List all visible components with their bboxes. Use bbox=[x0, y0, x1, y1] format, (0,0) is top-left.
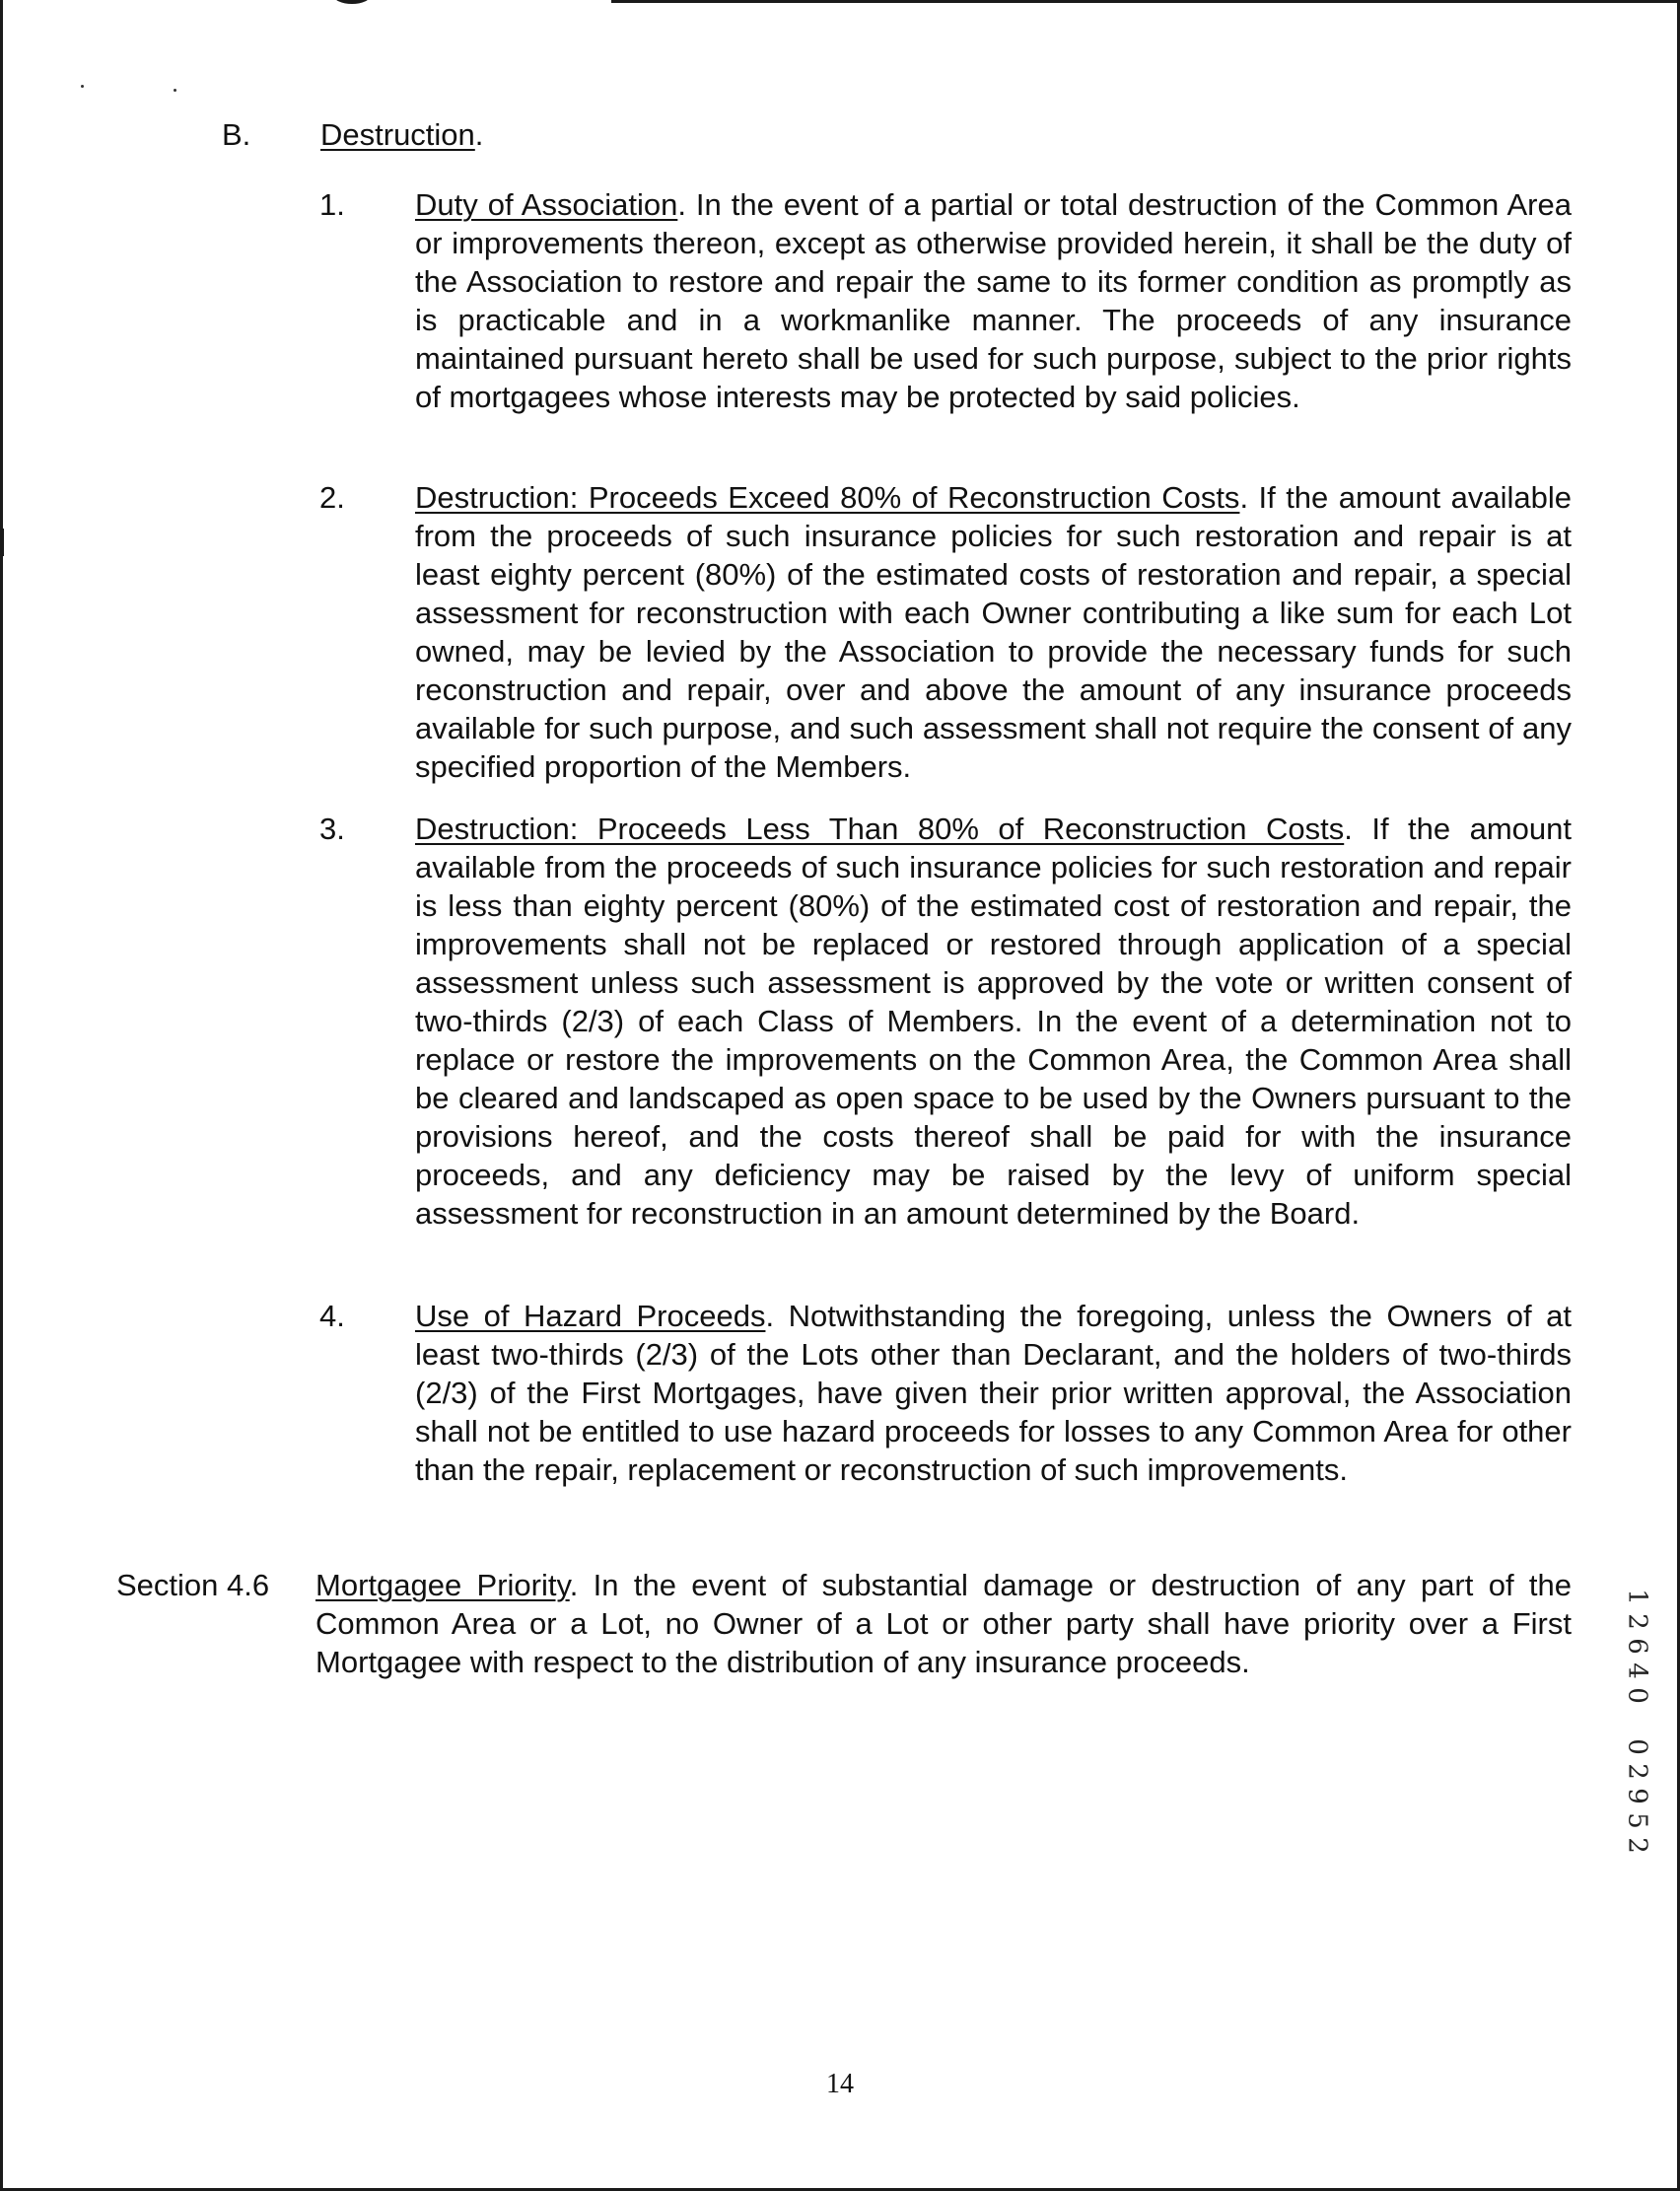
item-text: . If the amount available from the proceeds of such insurance policies for such restoration and repair is less than eighty percent (80%) of the estimated cost of restoration and repair, the improvements shall not be replaced or restored through application of a special assessment unless such assessment is approved by the vote or written consent of two-thirds (2/3) of each Class of Members. In the event of a determination not to replace or restore the improvements on the Common Area, the Common Area shall be cleared and landscaped as open space to be used by the Owners pursuant to the provisions hereof, and the costs thereof shall be paid for with the insurance proceeds, and any deficiency may be raised by the levy of uniform special assessment for reconstruction in an amount determined by the Board. bbox=[415, 812, 1573, 1231]
stamp-digit: 2 bbox=[1622, 1837, 1652, 1854]
item-title: Use of Hazard Proceeds bbox=[415, 1299, 766, 1333]
stamp-digit: 9 bbox=[1622, 1788, 1652, 1804]
section-b-title-period: . bbox=[474, 117, 484, 152]
section-b-title: Destruction bbox=[320, 117, 475, 152]
item-number: 3. bbox=[319, 812, 345, 846]
list-item-4 bbox=[319, 1297, 1572, 1489]
item-title: Destruction: Proceeds Exceed 80% of Reconstruction Costs bbox=[415, 480, 1240, 515]
stamp-digit: 4 bbox=[1622, 1662, 1652, 1679]
stamp-digit: 0 bbox=[1622, 1738, 1652, 1755]
stamp-digit: 6 bbox=[1622, 1638, 1652, 1655]
item-body bbox=[415, 478, 1572, 786]
item-text: . In the event of a partial or total destruction of the Common Area or improvements thereon, except as otherwise provided herein, it shall be the duty of the Association to restore and repair the same to its former condition as promptly as is practicable and in a workmanlike manner. The proceeds of any insurance maintained pursuant hereto shall be used for such purpose, subject to the prior rights of mortgagees whose interests may be protected by said policies. bbox=[415, 187, 1572, 414]
section-body bbox=[315, 1566, 1572, 1681]
stamp-digit: 0 bbox=[1622, 1687, 1652, 1704]
item-text: . If the amount available from the proceeds of such insurance policies for such restoration and repair is at least eighty percent (80%) of the estimated costs of restoration and repair, a special assessment for reconstruction with each Owner contributing a like sum for each Lot owned, may be levied by the Association to provide the necessary funds for such reconstruction and repair, over and above the amount of any insurance proceeds available for such purpose, and such assessment shall not require the consent of any specified proportion of the Members. bbox=[415, 480, 1572, 784]
section-4-6 bbox=[116, 1566, 1572, 1681]
top-edge-line bbox=[611, 0, 1680, 3]
item-body bbox=[415, 1297, 1572, 1489]
left-edge-mark bbox=[0, 529, 4, 556]
item-body bbox=[415, 185, 1572, 416]
scan-dot bbox=[81, 85, 84, 88]
item-title: Duty of Association bbox=[415, 187, 678, 222]
stamp-digit: 5 bbox=[1622, 1812, 1652, 1829]
item-body bbox=[415, 810, 1572, 1233]
stamp-digit: 2 bbox=[1622, 1763, 1652, 1780]
document-number-stamp bbox=[1617, 1585, 1656, 1858]
scan-dot bbox=[174, 89, 176, 92]
list-item-1 bbox=[319, 185, 1572, 416]
list-item-2 bbox=[319, 478, 1572, 786]
section-title: Mortgagee Priority bbox=[315, 1568, 570, 1602]
item-text: . Notwithstanding the foregoing, unless the Owners of at least two-thirds (2/3) of the Lots other than Declarant, and the holders of two-thirds (2/3) of the First Mortgages, have given their prior written approval, the Association shall not be entitled to use hazard proceeds for losses to any Common Area for other than the repair, replacement or reconstruction of such improvements. bbox=[415, 1299, 1573, 1487]
stamp-digit: 1 bbox=[1622, 1589, 1652, 1605]
list-item-3 bbox=[319, 810, 1572, 1233]
section-text: . In the event of substantial damage or destruction of any part of the Common Area or a Lot, no Owner of a Lot or other party shall have priority over a First Mortgagee with respect to the distribution of any insurance proceeds. bbox=[315, 1568, 1572, 1679]
section-label: Section 4.6 bbox=[116, 1568, 270, 1602]
item-number: 2. bbox=[319, 480, 345, 515]
section-b-letter: B. bbox=[222, 117, 251, 152]
item-title: Destruction: Proceeds Less Than 80% of Reconstruction Costs bbox=[415, 812, 1345, 846]
stamp-digit: 2 bbox=[1622, 1613, 1652, 1630]
item-number: 4. bbox=[319, 1299, 345, 1333]
item-number: 1. bbox=[319, 187, 345, 222]
section-b-heading bbox=[222, 115, 483, 154]
page-number: 14 bbox=[826, 2069, 854, 2099]
